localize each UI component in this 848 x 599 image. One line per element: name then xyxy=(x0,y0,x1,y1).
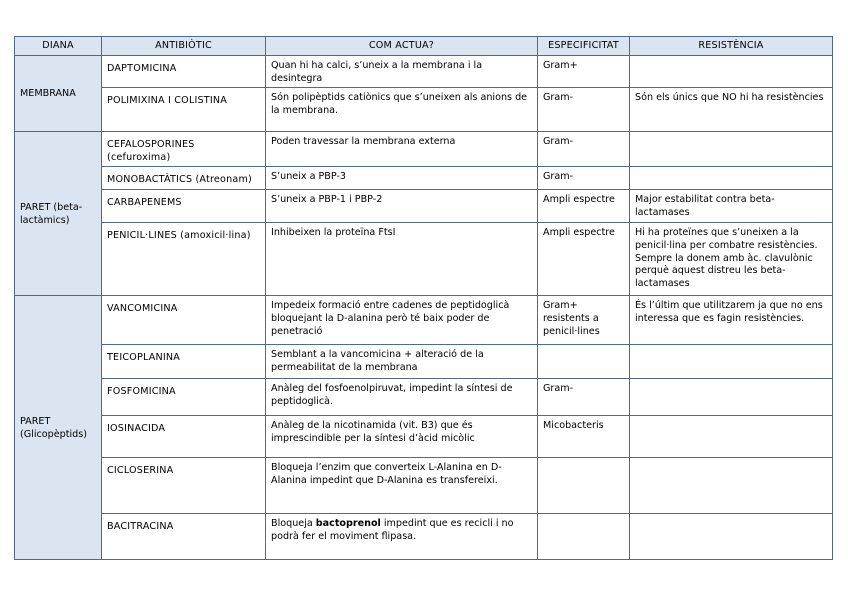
antibiotic-name: MONOBACTÀTICS (Atreonam) xyxy=(102,167,266,190)
header-diana: DIANA xyxy=(15,37,102,56)
header-antibiotic: ANTIBIÒTIC xyxy=(102,37,266,56)
antibiotics-table xyxy=(14,36,833,560)
antibiotic-name: VANCOMICINA xyxy=(102,296,266,345)
antibiotic-name: CICLOSERINA xyxy=(102,458,266,514)
group-membrana: MEMBRANA xyxy=(15,56,102,132)
mechanism-cell: Poden travessar la membrana externa xyxy=(266,132,538,167)
table-row xyxy=(15,132,833,167)
table-row xyxy=(15,514,833,560)
table-row xyxy=(15,416,833,458)
resistance-cell xyxy=(630,56,833,88)
header-row xyxy=(15,37,833,56)
table-row xyxy=(15,88,833,132)
resistance-cell xyxy=(630,514,833,560)
specificity-cell: Gram- xyxy=(538,132,630,167)
header-especificitat: ESPECIFICITAT xyxy=(538,37,630,56)
antibiotic-name: BACITRACINA xyxy=(102,514,266,560)
resistance-cell: És l’últim que utilitzarem ja que no ens interessa que es fagin resistències. xyxy=(630,296,833,345)
mechanism-cell: Són polipèptids catiònics que s’uneixen als anions de la membrana. xyxy=(266,88,538,132)
mechanism-cell: Quan hi ha calci, s’uneix a la membrana i la desintegra xyxy=(266,56,538,88)
resistance-cell xyxy=(630,416,833,458)
mechanism-cell: Semblant a la vancomicina + alteració de la permeabilitat de la membrana xyxy=(266,345,538,379)
specificity-cell xyxy=(538,458,630,514)
specificity-cell: Ampli espectre xyxy=(538,190,630,223)
mechanism-text-post: impedint que es recicli i no podrà fer el moviment flipasa. xyxy=(271,518,514,542)
table-row xyxy=(15,167,833,190)
specificity-cell: Gram- xyxy=(538,88,630,132)
specificity-cell xyxy=(538,345,630,379)
specificity-cell: Micobacteris xyxy=(538,416,630,458)
specificity-cell: Gram- xyxy=(538,167,630,190)
group-paret-glicopeptids: PARET (Glicopèptids) xyxy=(15,296,102,560)
resistance-cell: Major estabilitat contra beta-lactamases xyxy=(630,190,833,223)
resistance-cell: Són els únics que NO hi ha resistències xyxy=(630,88,833,132)
antibiotic-name: TEICOPLANINA xyxy=(102,345,266,379)
mechanism-cell xyxy=(266,514,538,560)
antibiotic-name: CEFALOSPORINES (cefuroxima) xyxy=(102,132,266,167)
group-paret-betalactamics: PARET (beta-lactàmics) xyxy=(15,132,102,296)
table-row xyxy=(15,190,833,223)
mechanism-cell: S’uneix a PBP-3 xyxy=(266,167,538,190)
table-row xyxy=(15,345,833,379)
antibiotic-name: FOSFOMICINA xyxy=(102,379,266,416)
table-row xyxy=(15,56,833,88)
resistance-cell xyxy=(630,132,833,167)
resistance-cell xyxy=(630,379,833,416)
antibiotic-name: PENICIL·LINES (amoxicil·lina) xyxy=(102,223,266,296)
resistance-cell xyxy=(630,167,833,190)
specificity-cell: Gram+ xyxy=(538,56,630,88)
specificity-cell: Gram+ resistents a penicil·lines xyxy=(538,296,630,345)
header-resistencia: RESISTÈNCIA xyxy=(630,37,833,56)
antibiotic-name: IOSINACIDA xyxy=(102,416,266,458)
mechanism-text-bold: bactoprenol xyxy=(315,518,381,530)
resistance-cell xyxy=(630,345,833,379)
resistance-cell xyxy=(630,458,833,514)
antibiotic-name: CARBAPENEMS xyxy=(102,190,266,223)
antibiotic-name: DAPTOMICINA xyxy=(102,56,266,88)
table-row xyxy=(15,296,833,345)
table-row xyxy=(15,379,833,416)
table-row xyxy=(15,458,833,514)
header-com-actua: COM ACTUA? xyxy=(266,37,538,56)
antibiotic-name: POLIMIXINA I COLISTINA xyxy=(102,88,266,132)
mechanism-cell: Bloqueja l’enzim que converteix L-Alanina en D-Alanina impedint que D-Alanina es transfereixi. xyxy=(266,458,538,514)
mechanism-cell: S’uneix a PBP-1 i PBP-2 xyxy=(266,190,538,223)
resistance-cell: Hi ha proteïnes que s’uneixen a la penicil·lina per combatre resistències. Sempre la donem amb àc. clavulònic perquè aquest distreu les beta-lactamases xyxy=(630,223,833,296)
mechanism-text-pre: Bloqueja xyxy=(271,518,313,530)
table-row xyxy=(15,223,833,296)
specificity-cell: Gram- xyxy=(538,379,630,416)
mechanism-cell: Impedeix formació entre cadenes de peptidoglicà bloquejant la D-alanina però té baix poder de penetració xyxy=(266,296,538,345)
specificity-cell: Ampli espectre xyxy=(538,223,630,296)
specificity-cell xyxy=(538,514,630,560)
mechanism-cell: Anàleg de la nicotinamida (vit. B3) que és imprescindible per la síntesi d’àcid micòlic xyxy=(266,416,538,458)
mechanism-cell: Anàleg del fosfoenolpiruvat, impedint la síntesi de peptidoglicà. xyxy=(266,379,538,416)
mechanism-cell: Inhibeixen la proteïna FtsI xyxy=(266,223,538,296)
